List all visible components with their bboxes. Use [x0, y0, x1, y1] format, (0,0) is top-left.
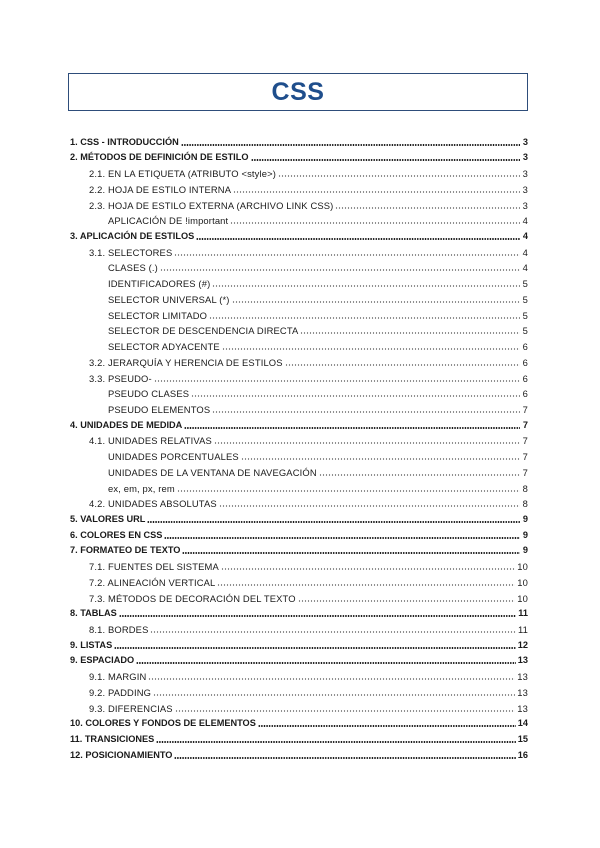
toc-dot-leader: [196, 238, 520, 240]
toc-entry[interactable]: [70, 242, 528, 258]
toc-entry-page-number: 15: [517, 734, 528, 745]
toc-entry-label: 9.2. PADDING: [89, 686, 152, 698]
toc-entry[interactable]: [70, 431, 528, 447]
toc-entry-label: UNIDADES PORCENTUALES: [108, 451, 239, 463]
toc-entry-label: 2.3. HOJA DE ESTILO EXTERNA (ARCHIVO LINK CSS): [89, 199, 334, 211]
toc-entry-page-number: 7: [522, 451, 528, 463]
toc-entry-label: 6. COLORES EN CSS: [70, 529, 163, 540]
document-title-box: [68, 73, 528, 111]
toc-entry[interactable]: [70, 384, 528, 400]
toc-entry-page-number: 16: [517, 749, 528, 760]
toc-entry-page-number: 7: [522, 435, 528, 447]
toc-dot-leader: [119, 615, 516, 617]
toc-dot-leader: [212, 411, 520, 413]
toc-dot-leader: [298, 600, 516, 602]
toc-dot-leader: [150, 631, 515, 633]
toc-dot-leader: [174, 757, 515, 759]
toc-entry-page-number: 6: [522, 356, 528, 368]
toc-entry[interactable]: [70, 619, 528, 635]
toc-entry[interactable]: [70, 132, 528, 148]
toc-entry-page-number: 7: [522, 466, 528, 478]
toc-entry-label: 7. FORMATEO DE TEXTO: [70, 545, 181, 556]
toc-entry-label: 9. ESPACIADO: [70, 655, 135, 666]
toc-entry-label: 9. LISTAS: [70, 639, 113, 650]
toc-entry[interactable]: [70, 651, 528, 667]
toc-entry[interactable]: [70, 289, 528, 305]
toc-entry[interactable]: [70, 446, 528, 462]
toc-dot-leader: [258, 725, 516, 727]
toc-dot-leader: [177, 490, 520, 492]
toc-entry-page-number: 12: [517, 639, 528, 650]
toc-entry[interactable]: [70, 698, 528, 714]
toc-entry[interactable]: [70, 588, 528, 604]
toc-entry-label: SELECTOR UNIVERSAL (*): [108, 293, 230, 305]
toc-entry[interactable]: [70, 321, 528, 337]
toc-dot-leader: [335, 207, 520, 209]
toc-entry[interactable]: [70, 399, 528, 415]
toc-entry[interactable]: [70, 556, 528, 572]
toc-dot-leader: [160, 269, 520, 271]
toc-entry-label: PSEUDO ELEMENTOS: [108, 403, 211, 415]
toc-entry[interactable]: [70, 258, 528, 274]
toc-entry-page-number: 11: [517, 624, 528, 635]
toc-entry-page-number: 9: [522, 545, 528, 556]
toc-entry[interactable]: [70, 305, 528, 321]
toc-entry-page-number: 4: [522, 215, 528, 227]
toc-entry-label: 4.1. UNIDADES RELATIVAS: [89, 435, 212, 447]
toc-entry-label: IDENTIFICADORES (#): [108, 278, 211, 290]
toc-entry-page-number: 13: [517, 655, 528, 666]
toc-dot-leader: [164, 537, 520, 539]
toc-entry-page-number: 3: [522, 183, 528, 195]
toc-entry[interactable]: [70, 179, 528, 195]
toc-dot-leader: [147, 521, 520, 523]
toc-entry[interactable]: [70, 211, 528, 227]
toc-dot-leader: [217, 584, 515, 586]
toc-entry-page-number: 10: [517, 592, 528, 604]
toc-entry[interactable]: [70, 604, 528, 620]
toc-entry-label: APLICACIÓN DE !important: [108, 215, 229, 227]
toc-dot-leader: [214, 442, 520, 444]
toc-entry[interactable]: [70, 415, 528, 431]
toc-entry-label: ex, em, px, rem: [108, 482, 175, 494]
toc-entry-page-number: 13: [517, 686, 528, 698]
toc-entry-label: 10. COLORES Y FONDOS DE ELEMENTOS: [70, 718, 256, 729]
toc-entry-page-number: 5: [522, 293, 528, 305]
toc-dot-leader: [300, 332, 520, 334]
toc-dot-leader: [154, 380, 520, 382]
toc-entry[interactable]: [70, 352, 528, 368]
toc-entry-label: 2.2. HOJA DE ESTILO INTERNA: [89, 183, 232, 195]
toc-dot-leader: [174, 254, 520, 256]
toc-entry-page-number: 11: [518, 608, 528, 619]
toc-entry-page-number: 9: [522, 513, 528, 524]
toc-entry[interactable]: [70, 195, 528, 211]
toc-entry-page-number: 5: [522, 278, 528, 290]
toc-entry-label: 2. MÉTODOS DE DEFINICIÓN DE ESTILO: [70, 152, 249, 163]
toc-entry[interactable]: [70, 336, 528, 352]
toc-entry[interactable]: [70, 226, 528, 242]
toc-entry-label: 8.1. BORDES: [89, 624, 149, 635]
toc-entry[interactable]: [70, 478, 528, 494]
toc-entry-label: 2.1. EN LA ETIQUETA (ATRIBUTO <style>): [89, 168, 276, 180]
toc-entry-label: 9.1. MARGIN: [89, 671, 147, 683]
toc-entry-page-number: 5: [522, 309, 528, 321]
toc-entry-label: 11. TRANSICIONES: [70, 734, 155, 745]
toc-entry[interactable]: [70, 163, 528, 179]
toc-entry-label: 3. APLICACIÓN DE ESTILOS: [70, 231, 195, 242]
toc-entry-page-number: 6: [522, 372, 528, 384]
toc-entry-page-number: 3: [522, 168, 528, 180]
toc-entry-label: 4.2. UNIDADES ABSOLUTAS: [89, 498, 217, 510]
toc-entry-label: 5. VALORES URL: [70, 513, 146, 524]
toc-entry[interactable]: [70, 541, 528, 557]
toc-entry[interactable]: [70, 494, 528, 510]
toc-entry[interactable]: [70, 273, 528, 289]
toc-entry-label: 12. POSICIONAMIENTO: [70, 749, 173, 760]
toc-entry-label: 8. TABLAS: [70, 608, 117, 619]
toc-entry-page-number: 13: [517, 671, 528, 683]
toc-entry[interactable]: [70, 714, 528, 730]
toc-dot-leader: [153, 694, 515, 696]
toc-entry-label: SELECTOR ADYACENTE: [108, 341, 220, 353]
toc-entry[interactable]: [70, 682, 528, 698]
toc-dot-leader: [175, 710, 516, 712]
toc-dot-leader: [181, 144, 520, 146]
toc-entry-page-number: 3: [522, 199, 528, 211]
toc-entry-page-number: 14: [517, 718, 528, 729]
toc-entry-page-number: 4: [522, 231, 528, 242]
toc-entry-label: 3.2. JERARQUÍA Y HERENCIA DE ESTILOS: [89, 356, 283, 368]
toc-entry-label: CLASES (.): [108, 262, 158, 274]
toc-dot-leader: [232, 301, 520, 303]
toc-entry-page-number: 10: [517, 576, 528, 588]
toc-entry-page-number: 9: [522, 529, 528, 540]
toc-entry[interactable]: [70, 745, 528, 761]
toc-entry[interactable]: [70, 572, 528, 588]
toc-dot-leader: [222, 348, 520, 350]
toc-entry-page-number: 6: [522, 388, 528, 400]
toc-entry[interactable]: [70, 148, 528, 164]
toc-entry[interactable]: [70, 509, 528, 525]
toc-entry-label: 7.1. FUENTES DEL SISTEMA: [89, 561, 219, 573]
toc-entry-page-number: 3: [522, 152, 528, 163]
toc-dot-leader: [212, 285, 520, 287]
toc-dot-leader: [319, 474, 520, 476]
toc-entry-page-number: 10: [517, 561, 528, 573]
toc-entry[interactable]: [70, 368, 528, 384]
toc-dot-leader: [156, 741, 516, 743]
toc-entry-label: 4. UNIDADES DE MEDIDA: [70, 419, 183, 430]
toc-dot-leader: [230, 222, 520, 224]
toc-entry[interactable]: [70, 462, 528, 478]
toc-dot-leader: [221, 568, 515, 570]
toc-dot-leader: [148, 678, 515, 680]
toc-dot-leader: [241, 458, 520, 460]
toc-entry-page-number: 7: [522, 419, 528, 430]
toc-dot-leader: [114, 647, 516, 649]
toc-entry-label: SELECTOR LIMITADO: [108, 309, 208, 321]
toc-dot-leader: [251, 159, 521, 161]
toc-entry-label: 9.3. DIFERENCIAS: [89, 702, 173, 714]
toc-dot-leader: [209, 317, 520, 319]
toc-entry-page-number: 13: [517, 702, 528, 714]
toc-entry[interactable]: [70, 525, 528, 541]
toc-dot-leader: [233, 191, 520, 193]
toc-dot-leader: [182, 552, 520, 554]
toc-entry-label: 7.3. MÉTODOS DE DECORACIÓN DEL TEXTO: [89, 592, 296, 604]
table-of-contents: [70, 132, 528, 761]
toc-entry-page-number: 7: [522, 403, 528, 415]
toc-entry-label: UNIDADES DE LA VENTANA DE NAVEGACIÓN: [108, 466, 317, 478]
toc-dot-leader: [136, 662, 516, 664]
toc-dot-leader: [285, 364, 520, 366]
toc-entry-page-number: 5: [522, 325, 528, 337]
toc-entry-page-number: 8: [522, 498, 528, 510]
toc-dot-leader: [278, 175, 520, 177]
toc-entry-label: 1. CSS - INTRODUCCIÓN: [70, 136, 179, 147]
toc-entry-page-number: 4: [522, 262, 528, 274]
toc-entry-label: 7.2. ALINEACIÓN VERTICAL: [89, 576, 216, 588]
toc-dot-leader: [219, 505, 520, 507]
toc-dot-leader: [191, 395, 520, 397]
toc-entry-label: SELECTOR DE DESCENDENCIA DIRECTA: [108, 325, 299, 337]
toc-entry-page-number: 4: [522, 246, 528, 258]
toc-entry-page-number: 3: [522, 136, 528, 147]
toc-entry-label: 3.3. PSEUDO-: [89, 372, 152, 384]
toc-entry[interactable]: [70, 729, 528, 745]
toc-entry-page-number: 8: [522, 482, 528, 494]
toc-entry-label: 3.1. SELECTORES: [89, 246, 173, 258]
toc-entry[interactable]: [70, 635, 528, 651]
document-title: CSS: [271, 77, 325, 106]
toc-entry[interactable]: [70, 666, 528, 682]
toc-dot-leader: [184, 427, 520, 429]
toc-entry-label: PSEUDO CLASES: [108, 388, 190, 400]
toc-entry-page-number: 6: [522, 341, 528, 353]
